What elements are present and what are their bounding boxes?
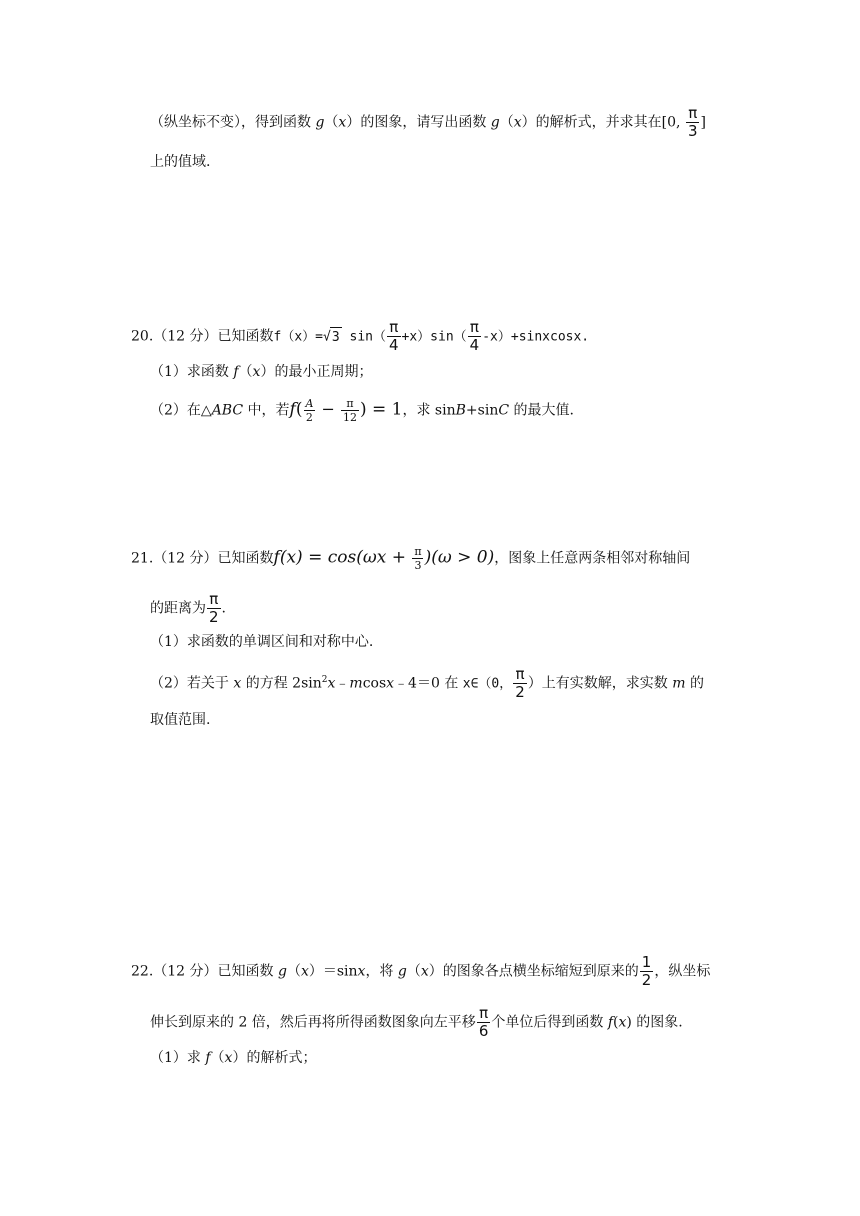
text: ( [613,1014,619,1031]
text: （ [238,364,253,380]
text: ] [700,114,706,131]
math-x: x [224,1050,233,1066]
equation-rhs: ) = 1 [359,399,403,420]
q20-part-2 [150,398,574,423]
text: （1）求 [150,1050,206,1066]
text: ）的图象各点横坐标缩短到原来的 [428,963,639,980]
math-x: x [338,114,347,131]
text: （ [324,114,339,131]
math-c: C [498,402,510,419]
q21-stem [131,546,690,571]
q21-line-2 [150,592,226,625]
denominator: 12 [342,411,357,424]
text: 的 [685,675,704,692]
math-x: x [233,675,242,692]
formula: x∈（0， [462,676,513,692]
text: ）的最小正周期； [260,364,373,380]
text: cos [362,675,387,692]
math-g: g [397,963,407,980]
text: （ [286,963,301,980]
math-m: m [349,675,363,692]
formula: f（x）= [273,329,324,345]
math-x: x [386,675,395,692]
fraction-pi-2 [513,667,527,700]
text: ﹣4＝0 在 [394,675,463,692]
q21-line-5 [150,710,210,730]
denominator: 3 [687,122,698,140]
math-b: B [455,402,466,419]
numerator: π [688,104,698,122]
denominator: 3 [414,559,422,572]
text: ﹣ [335,675,350,692]
text: ，将 [365,963,398,980]
math-f: f [233,364,239,380]
math-x: x [252,364,261,380]
text: ）的解析式； [232,1050,317,1066]
math-f: f [607,1014,613,1031]
numerator: π [414,545,422,558]
math-g: g [277,963,287,980]
text: （2）在△ [150,402,212,419]
math-x: x [327,675,336,692]
math-x: x [513,114,522,131]
fraction-pi-4 [468,320,482,353]
fraction-pi-6 [477,1006,491,1039]
q19-line-1 [150,106,706,139]
text: 的方程 2sin [241,675,322,692]
text: （1）求函数 [150,364,234,380]
exponent: 2 [321,674,328,685]
q20-part-1 [150,362,372,382]
fraction-1-2 [640,955,654,988]
math-x: x [357,963,366,980]
math-f: f [205,1050,211,1066]
numerator: π [469,318,479,336]
numerator: π [389,318,399,336]
fraction-a-2 [303,398,315,423]
text: . [221,600,226,617]
numerator: π [479,1004,489,1022]
question-number: 21.（12 分）已知函数 [131,550,274,567]
text: ）上有实数解，求实数 [527,675,673,692]
math-g: g [490,114,500,131]
numerator: π [209,590,219,608]
q21-part-1 [150,632,373,652]
math-g: g [315,114,325,131]
denominator: 4 [388,336,399,354]
math-x: x [300,963,309,980]
text: （2）若关于 [150,675,234,692]
denominator: 6 [478,1022,489,1040]
text: 个单位后得到函数 [491,1014,608,1031]
numerator: 1 [641,953,652,971]
text: ）的图象，请写出函数 [346,114,491,131]
math-f: f [289,399,296,420]
math-x: x [618,1014,627,1031]
text: ，图象上任意两条相邻对称轴间 [494,550,691,567]
formula: +x）sin（ [401,329,467,345]
denominator: 2 [641,971,652,989]
text: +sin [465,402,499,419]
q19-line-2 [150,152,210,172]
text: （ [210,1050,225,1066]
q22-stem [131,955,710,988]
formula: f(x) = cos(ωx + [273,547,412,568]
fraction-pi-2 [207,592,221,625]
text: 伸长到原来的 2 倍，然后再将所得函数图象向左平移 [150,1014,476,1031]
paren: ( [295,399,303,420]
text: ) 的图象. [626,1014,683,1031]
denominator: 2 [305,411,313,424]
denominator: 2 [515,683,525,701]
text: 的最大值. [509,402,574,419]
q20-stem [131,320,589,353]
q22-part-1 [150,1048,316,1068]
fraction-pi-3 [686,106,700,139]
denominator: 2 [209,608,219,626]
text: 上的值域. [150,154,211,170]
math-m: m [672,675,686,692]
text: （纵坐标不变），得到函数 [150,114,316,131]
q22-line-2 [150,1006,683,1039]
text: 取值范围. [150,712,211,728]
fraction-pi-4 [387,320,401,353]
text: （ [499,114,514,131]
math-abc: ABC [211,402,244,419]
text: ，纵坐标 [654,963,711,980]
denominator: 4 [469,336,480,354]
numerator: π [346,397,354,410]
formula: -x）+sinxcosx. [482,329,590,345]
formula: sin（ [341,329,386,345]
text: 中，若 [243,402,290,419]
q21-part-2 [150,667,704,700]
fraction-pi-3 [412,546,423,571]
fraction-pi-12 [341,398,359,423]
text: （1）求函数的单调区间和对称中心. [150,634,374,650]
question-number: 20.（12 分）已知函数 [131,328,274,345]
text: ，求 sin [402,402,456,419]
question-number: 22.（12 分）已知函数 [131,963,278,980]
formula: )(ω > 0) [424,547,495,568]
numerator: π [515,665,525,683]
math-x: x [420,963,429,980]
sqrt-sign: √ [323,329,331,345]
sqrt-value: 3 [330,327,342,348]
text: （ [406,963,421,980]
text: 的距离为 [150,600,206,617]
text: ）＝sin [308,963,358,980]
text: ）的解析式，并求其在[0, [521,114,685,131]
numerator: A [305,397,314,410]
minus: − [316,399,340,419]
